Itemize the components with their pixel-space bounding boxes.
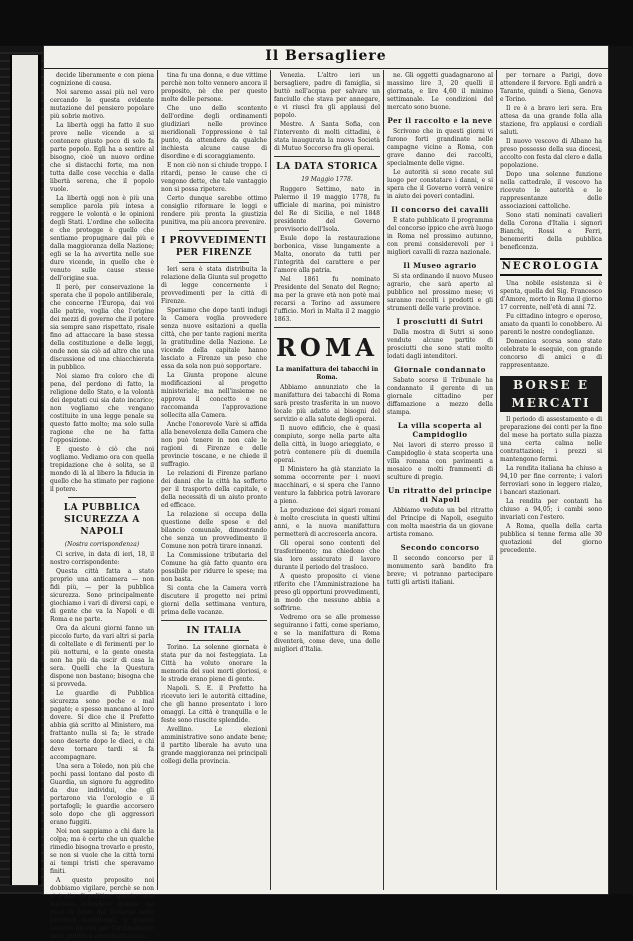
paragraph: La produzione dei sigari romani è molto cresciuta in questi ultimi anni, e la nuova manifattura permetterà di accrescerla ancora. (274, 507, 380, 538)
paragraph: La libertà oggi ha fatto il suo prove nelle vicende a si contenere giusto poco di solo fa parte popolo. Egli ha a sentire al bisogno, cioè un nuovo ordine che si distacchi forte, ma non tutta dalle cose vecchia e dalla libertà serena, che il popolo vuole. (50, 122, 154, 193)
newspaper-page (44, 46, 608, 940)
section-subheading: 19 Maggio 1778. (301, 176, 353, 183)
paragraph: Abbiamo annunziato che la manifattura dei tabacchi di Roma sarà presto trasferita in un nuovo locale più adatto ai bisogni del servizio e alla salute degli operai. (274, 384, 380, 423)
paragraph: Esule dopo la restaurazione borbonica, visse lungamente a Malta, onorato da tutti per l'integrità del carattere e per l'amore alla patria. (274, 235, 380, 274)
paragraph: decide liberamente e con piena cognizione di causa. (50, 72, 154, 87)
divider (274, 156, 380, 157)
column-rule (383, 70, 384, 890)
column-4 (387, 72, 493, 890)
column-1 (50, 72, 154, 940)
paragraph: Il nuovo edificio, che è quasi compiuto, sorge nella parte alta della città, in luogo arieggiato, e potrà contenere più di duemila operai. (274, 425, 380, 464)
paragraph: Napoli. S. E. il Prefetto ha ricevuto ieri le autorità cittadine, che gli hanno presentato i loro omaggi. La città è tranquilla e le feste sono riuscite splendide. (161, 685, 267, 724)
paragraph: La relazione si occupa della questione delle spese e del bilancio comunale, dimostrando che senza un provvedimento il Comune non potrà tirare innanzi. (161, 511, 267, 550)
paragraph: Scrivono che in questi giorni vi furono forti grandinate nelle campagne vicine a Roma, con grave danno dei raccolti, specialmente delle vigne. (387, 128, 493, 167)
paragraph: Venezia. L'altro ieri un bersagliere, padre di famiglia, si buttò nell'acqua per salvare un fanciullo che stava per annegare, e vi riuscì fra gli applausi del popolo. (274, 72, 380, 119)
section-heading-roma: ROMA (275, 333, 379, 362)
paragraph: La rendita italiana ha chiuso a 94,10 per fine corrente; i valori ferroviari sono in leggero rialzo, i bancari stazionari. (500, 465, 602, 496)
paragraph: tina fu una donna, e due vittime perchè non tolto vennero ancora il proposito, nè che per questo molte delle persone. (161, 72, 267, 103)
paragraph: A Roma, quella della carta pubblica si tenne ferma alle 30 quotazioni del giorno precedente. (500, 523, 602, 554)
section-heading-necrologia: NECROLOGIA (500, 258, 602, 276)
paragraph: Si conta che la Camera vorrà discutere il progetto nei primi giorni della settimana ventura, prima delle vacanze. (161, 585, 267, 616)
paragraph: Dopo una solenne funzione nella cattedrale, il vescovo ha ricevuto le autorità e le rappresentanze delle associazioni cattoliche. (500, 171, 602, 210)
column-rule (270, 70, 271, 890)
paragraph: ne. Gli oggetti guadagnarono al massimo lire 3, 20 quelli il giornata, e lire 4,60 il minimo settimanale. Le condizioni del mercato sono buone. (387, 72, 493, 111)
paragraph: È stato pubblicato il programma del concorso ippico che avrà luogo in Roma nel prossimo autunno, con premi considerevoli per i migliori cavalli di razza nazionale. (387, 217, 493, 256)
paragraph: Ieri sera è stata distribuita la relazione della Giunta sul progetto di legge concernente i provvedimenti per la città di Firenze. (161, 266, 267, 305)
paragraph: Il nuovo vescovo di Albano ha preso possesso della sua diocesi, accolto con festa dal clero e dalla popolazione. (500, 138, 603, 169)
section-heading: LA PUBBLICA SICUREZZA A NAPOLI (63, 503, 141, 537)
paragraph: Il secondo concorso per il monumento sarà bandito fra breve; vi potranno partecipare tutti gli artisti italiani. (387, 555, 493, 586)
paragraph: Il però, per conservazione la sperata che il popolo antiliberale, che concerne l'Europa, dai voi alle patrie, voglia che l'origine dei mezzi di governo che il potere sia sempre sano rispettato, risale fino ad attaccare la base stessa della costituzione e delle leggi, onde non sia ciò ad altro che una discussione od una chiacchierata in pubblico. (50, 284, 154, 371)
column-3 (274, 72, 380, 890)
paragraph: Noi non sappiamo a chi dare la colpa; ma è certo che un qualche rimedio bisogna trovarlo e presto, se non si vuole che la città torni ai tempi tristi che speravamo finiti. (50, 828, 154, 875)
paragraph: Una sera a Toledo, non più che pochi passi lontano dal posto di Guardia, un signore fu aggredito da due individui, che gli portarono via l'orologio e il portafogli; le guardie accorsero solo dopo che gli aggressori erano fuggiti. (50, 763, 154, 826)
section-heading: Secondo concorso (400, 543, 480, 552)
paragraph: Mestre. A Santa Sofia, con l'intervento di molti cittadini, è stata inaugurata la nuova Società di Mutuo Soccorso fra gli operai. (274, 121, 380, 152)
paragraph: A questo proposito ci viene riferito che l'Amministrazione ha preso gli opportuni provvedimenti, in modo che nessuno abbia a soffrirne. (274, 573, 380, 612)
divider (274, 327, 380, 328)
paragraph: Sabato scorso il Tribunale ha condannato il gerente di un giornale cittadino per diffamazione a mezzo della stampa. (387, 377, 493, 416)
divider (179, 640, 249, 641)
section-subheading: (Nostra corrispondenza) (64, 541, 140, 548)
paragraph: Gli operai sono contenti del trasferimento; ma chiedono che sia loro assicurato il lavoro durante il periodo del trasloco. (274, 540, 380, 571)
paragraph: Che uno dello scontento dell'ordine degli ordinamenti giudiziari nelle province meridionali l'oppressione è tal punto, da attendere da qualche inchiesta alcune cause di disordine e di scoraggiamento. (161, 105, 267, 160)
paragraph: La rendita per contanti ha chiuso a 94,05; i cambi sono invariati con l'estero. (500, 498, 602, 521)
paragraph: Certo dunque sarebbe ottimo consiglio riformare le leggi e rendere più pronta la giustizia punitiva, ma più ancora prevenire. (161, 195, 267, 226)
paragraph: Torino. La solenne giornata è stata pur da noi festeggiata. La Città ha voluto onorare la memoria dei suoi morti gloriosi, e le strade erano piene di gente. (161, 644, 267, 683)
paragraph: Questa città fatta a stato proprio una anticamera — non fidi più, — per la pubblica sicurezza. Sono principalmente giochiamo i vari di diversi capi, e di gente che va la Napoli e di Roma e ne parte. (50, 568, 154, 623)
masthead: Il Bersagliere (265, 48, 387, 64)
section-subheading: La manifattura dei tabacchi in Roma. (275, 366, 379, 381)
section-heading: Per il raccolto e la neve (387, 116, 493, 125)
section-heading: I prosciutti di Sutri (396, 317, 484, 326)
paragraph: Fu cittadino integro e operoso, amato da quanti lo conobbero. Ai parenti le nostre condoglianze. (500, 313, 602, 336)
section-heading: Il Museo agrario (403, 261, 477, 270)
page-header (44, 46, 608, 69)
section-heading: LA DATA STORICA (276, 162, 378, 172)
paragraph: E non ciò non si chiude troppo. I ritardi, penso le cause che ci vengono dette, che tale vantaggio non si possa ripetere. (161, 162, 267, 193)
paragraph: E questo è ciò che noi vogliamo. Vediamo ora con quella trepidazione che è solita, se il mondo di là al libero la fiducia in quello che ha stimato per ragione il potere. (50, 446, 154, 493)
paragraph: A questo proposito noi dobbiamo vigilare, perchè se non si tratta di politica, queste cose lasciano intendere quanto sia poca la forza del Governo nelle province meridionali, e quanto occorra ancora per l'ordinamento della pubblica amministrazione. (50, 877, 154, 940)
paragraph: Dalla mostra di Sutri si sono vendute alcune partite di prosciutti che sono stati molto lodati dagli intenditori. (387, 329, 493, 360)
divider (68, 497, 136, 498)
column-5 (500, 72, 602, 890)
column-rule (157, 70, 158, 890)
column-2 (161, 72, 267, 890)
paragraph: Nel 1861 fu nominato Presidente del Senato del Regno; ma per la grave età non potè mai recarsi a Torino ad assumere l'ufficio. Morì in Malta il 2 maggio 1863. (274, 276, 380, 323)
paragraph: Una nobile esistenza si è spenta, quella del Sig. Francesco d'Amore, morto in Roma il giorno 17 corrente, nell'età di anni 72. (500, 280, 602, 311)
paragraph: Noi saremo assai più nel vero cercando le questa evidente mutazione del pensiero popolare più sobrie motivo. (50, 89, 154, 120)
scan-edge (608, 46, 633, 894)
paragraph: Il re è a bravo ieri sera. Era attesa da una grande folla alla stazione, fra applausi e cordiali saluti. (500, 105, 602, 136)
divider (179, 230, 249, 231)
paragraph: La Commissione tributaria del Comune ha già fatto quanto era possibile per ridurre le spese; ma non basta. (161, 552, 267, 583)
paragraph: Nei lavori di sterro presso il Campidoglio è stata scoperta una villa romana con pavimenti a mosaico e molti frammenti di sculture di pregio. (387, 442, 493, 481)
section-heading: IN ITALIA (186, 626, 242, 636)
paragraph: Vedremo ora se alle promesse seguiranno i fatti, come speriamo, e se la manifattura di Roma diventerà, come deve, una delle migliori d'Italia. (274, 614, 380, 653)
paragraph: Le relazioni di Firenze parlano dei danni che la città ha sofferto per il trasporto della capitale, e della necessità di un aiuto pronto ed efficace. (161, 470, 267, 509)
section-heading: I PROVVEDIMENTI PER FIRENZE (161, 236, 267, 258)
divider (179, 262, 249, 263)
section-heading: Un ritratto del principe di Napoli (387, 486, 493, 504)
paragraph: La libertà oggi non è più una semplice parola più intesa a reggere le volontà e le opinioni degli Stati. L'ordine che sollecita e che protegge è quello che sentiamo propugnare dai più e dalla maggioranza della Nazione; egli se la ha avvertita nelle sue dure vicende, in quello che è venuto sulle cause stesse dell'origine sua. (50, 195, 154, 282)
paragraph: Domenica scorsa sono state celebrate le esequie, con grande concorso di amici e di rappresentanze. (500, 338, 602, 369)
paragraph: Avellino. Le elezioni amministrative sono andate bene; il partito liberale ha avuto una grande maggioranza nei principali collegi della provincia. (161, 726, 267, 765)
binding-strip (10, 55, 41, 885)
paragraph: Noi siamo fra coloro che di pena, del perdono di fatto, la religione dello Stato, e la volontà dei deputati cui sia dato incarico; non vogliamo che vengano costituite in una legge penale su questo fatto molto; ma solo sulla ragione che ne ha fatta l'opposizione. (50, 373, 154, 444)
paragraph: Ora da alcuni giorni fanno un piccolo furto, da vari altri si parla di coltellate e di ferimenti per lo più notturni, e la gente onesta non ha più da uscir di casa la sera. Quelli che la Questura dispone non bastano; bisogna che si provveda. (50, 625, 154, 688)
paragraph: Speriamo che dopo tanti indugi la Camera voglia provvedere senza nuove esitazioni a quella città, che per tante ragioni merita la gratitudine della Nazione. Le vicende della capitale hanno lasciato a Firenze un peso che essa da sola non può sopportare. (161, 307, 267, 370)
paragraph: Abbiamo veduto un bel ritratto del Principe di Napoli, eseguito con molta maestria da un giovane artista romano. (387, 507, 493, 538)
paragraph: Anche l'onorevole Varè si affida alla benevolenza della Camera che non può tenere in non cale le ragioni di Firenze e delle provincie toscane, e ne chiede il suffragio. (161, 421, 267, 468)
paragraph: Il periodo di assestamento e di preparazione dei conti per la fine del mese ha portato sulla piazza una certa calma nelle contrattazioni; i prezzi si mantengono fermi. (500, 416, 602, 463)
paragraph: Ci scrive, in data di ieri, 18, il nostro corrispondente: (50, 551, 154, 566)
paragraph: La Giunta propone alcune modificazioni al progetto ministeriale; ma nell'insieme ne approva il concetto e ne raccomanda l'approvazione sollecita alla Camera. (161, 372, 267, 419)
column-rule (496, 70, 497, 890)
paragraph: Si sta ordinando il nuovo Museo agrario, che sarà aperto al pubblico nel prossimo mese; vi saranno raccolti i prodotti e gli strumenti delle varie province. (387, 273, 493, 312)
paragraph: Il Ministero ha già stanziato la somma occorrente per i nuovi macchinari, e si spera che l'anno venturo la fabbrica potrà lavorare a pieno. (274, 466, 380, 505)
paragraph: Ruggero Settimo, nato in Palermo il 19 maggio 1778, fu ufficiale di marina, poi ministro del Re di Sicilia, e nel 1848 presidente del Governo provvisorio dell'Isola. (274, 186, 380, 233)
paragraph: Le autorità si sono recate sul luogo per constatare i danni, e si spera che il Governo vorrà venire in aiuto dei poveri contadini. (387, 169, 493, 200)
section-heading: Il concorso dei cavalli (391, 205, 489, 214)
paragraph: Le guardie di Pubblica sicurezza sono poche e mal pagate; e spesso mancano al loro dovere. Si dice che il Prefetto abbia già scritto al Ministero, ma frattanto nulla si fa; le strade sono deserte dopo le dieci, e chi deve tornare tardi si fa accompagnare. (50, 690, 154, 761)
section-heading: La villa scoperta al Campidoglio (397, 421, 483, 439)
section-heading-borse: BORSE E MERCATI (500, 376, 602, 412)
divider (161, 620, 267, 621)
paragraph: Sono stati nominati cavalieri della Corona d'Italia i signori Bianchi, Rossi e Ferri, benemeriti della pubblica beneficenza. (500, 212, 602, 251)
paragraph: per tornare a Parigi, dove attendere il fervore. Egli andrà a Tarante, quindi a Siena, Genova e Torino. (500, 72, 602, 103)
section-heading: Giornale condannato (394, 365, 486, 374)
